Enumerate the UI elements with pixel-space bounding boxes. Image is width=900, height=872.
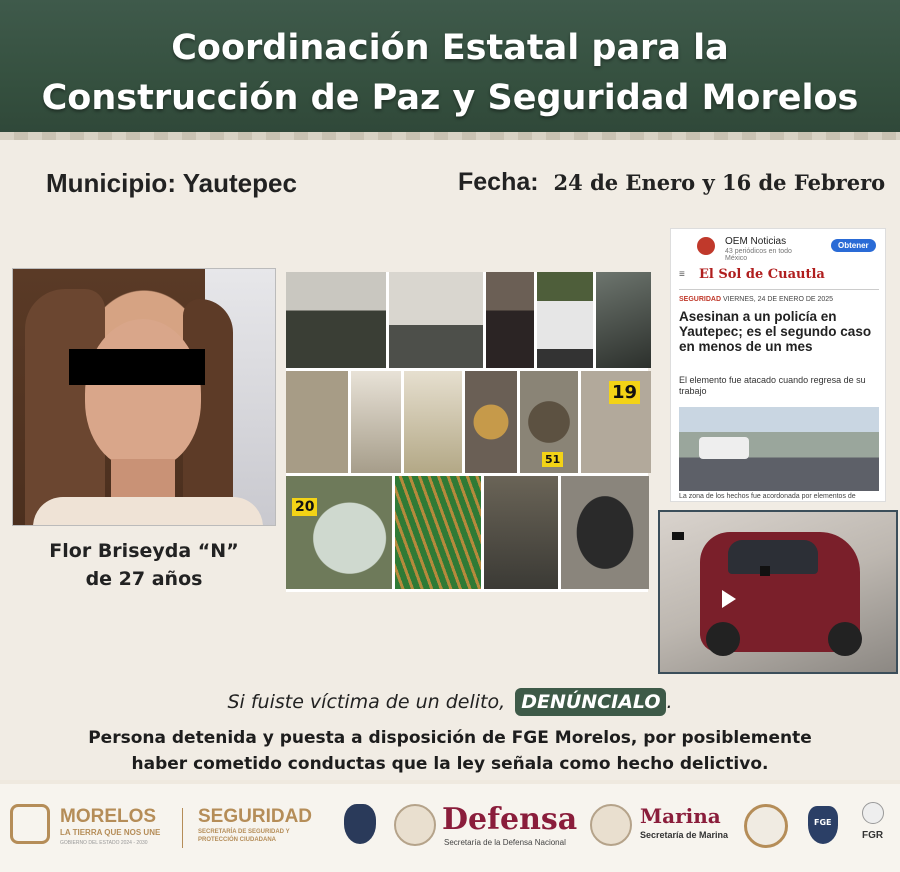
cta-text: Si fuiste víctima de un delito, [227,691,506,713]
evidence-photo-box [286,371,348,473]
defensa-logo: Defensa [442,802,578,837]
municipio [46,168,297,199]
obtener-button[interactable]: Obtener [831,239,876,252]
evidence-photo-bucket [520,371,578,473]
header-banner [0,0,900,140]
news-image [679,407,879,491]
morelos-emblem-icon [10,804,50,844]
title-line-1: Coordinación Estatal para la [171,28,729,68]
evidence-marker: 19 [609,381,640,404]
evidence-collage [286,272,648,592]
video-still[interactable] [658,510,898,674]
news-section: SEGURIDAD [679,296,722,303]
marina-seal-icon [590,804,632,846]
evidence-photo-items [389,272,483,368]
news-date: VIERNES, 24 DE ENERO DE 2025 [722,296,834,303]
censor-bar [69,349,205,385]
evidence-photo-bottles [484,476,558,589]
title-line-2: Construcción de Paz y Seguridad Morelos [41,78,859,118]
fecha-value: 24 de Enero y 16 de Febrero [553,170,886,195]
defensa-seal-icon [394,804,436,846]
fge-label: FGE [814,818,832,827]
news-source-sub: 43 periódicos en todo México [725,248,792,262]
evidence-photo-ammo [395,476,481,589]
evidence-photo-magazines [404,371,462,473]
municipio-value: Yautepec [182,168,297,198]
legal-line-2: haber cometido conductas que la ley señala como hecho delictivo. [131,754,769,774]
news-clipping [670,228,886,502]
evidence-photo-backpack [561,476,649,589]
footer-logos [0,784,900,872]
evidence-marker: 51 [542,452,563,467]
detainee-name: Flor Briseyda “N” [49,540,239,562]
evidence-photo-motorcycle [596,272,651,368]
police-badge-icon [344,804,376,844]
evidence-photo-vehicle-white [537,272,593,368]
evidence-photo-shells [581,371,651,473]
marina-sub: Secretaría de Marina [640,830,729,840]
guardia-seal-icon [744,804,788,848]
fecha [458,168,885,197]
oem-logo-icon [697,237,715,255]
defensa-sub: Secretaría de la Defensa Nacional [444,838,566,847]
call-to-action: Si fuiste víctima de un delito, DENÚNCIALO . [0,688,900,716]
news-headline: Asesinan a un policía en Yautepec; es el segundo caso en menos de un mes [679,309,872,354]
denuncialo-pill: DENÚNCIALO [515,688,666,716]
news-dateline [679,296,833,303]
menu-icon[interactable]: ≡ [679,269,685,280]
evidence-photo-vehicle-dark [486,272,534,368]
evidence-photo-pills [351,371,401,473]
detainee-photo [12,268,276,526]
seguridad-sub: SECRETARÍA DE SEGURIDAD Y PROTECCIÓN CIUDADANA [198,829,290,843]
legal-line-1: Persona detenida y puesta a disposición de FGE Morelos, por posiblemente [88,728,812,748]
news-caption: La zona de los hechos fue acordonada por elementos de [679,493,856,500]
morelos-tagline: LA TIERRA QUE NOS UNE [60,828,161,837]
evidence-photo-agents [286,272,386,368]
morelos-logo: MORELOS [60,806,157,827]
municipio-label: Municipio: [46,168,176,198]
seguridad-logo: SEGURIDAD [198,806,313,827]
fgr-seal-icon [862,802,884,824]
morelos-gov: GOBIERNO DEL ESTADO 2024 - 2030 [60,840,148,846]
evidence-marker: 20 [292,498,317,516]
fecha-label: Fecha: [458,168,539,196]
evidence-photo-bag [286,476,392,589]
newspaper-name: El Sol de Cuautla [699,267,825,282]
play-icon[interactable] [722,590,736,608]
news-lead: El elemento fue atacado cuando regresa de su trabajo [679,375,866,396]
detainee-age: de 27 años [85,568,203,590]
evidence-photo-cartridges [465,371,517,473]
header-stripe [0,132,900,140]
news-source: OEM Noticias [725,236,787,247]
fgr-label: FGR [862,830,884,841]
marina-logo: Marina [640,804,721,828]
fge-badge-icon [808,806,838,844]
